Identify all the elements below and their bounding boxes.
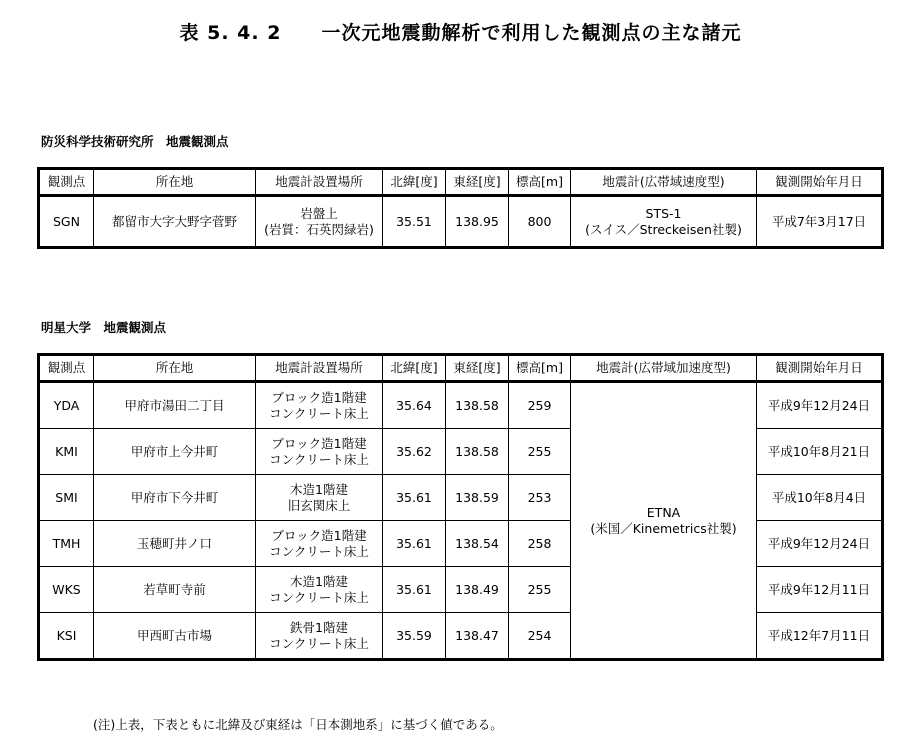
cell-location: 都留市大字大野字菅野 (94, 196, 256, 248)
cell-lat: 35.59 (383, 613, 446, 660)
cell-elev: 258 (509, 521, 571, 567)
section1-label: 防災科学技術研究所 地震観測点 (41, 134, 229, 149)
seismometer-line2: (米国／Kinemetrics社製) (590, 520, 737, 536)
header-station: 観測点 (39, 169, 94, 196)
header-site: 地震計設置場所 (256, 355, 383, 382)
section2-label: 明星大学 地震観測点 (41, 320, 167, 335)
table-row (39, 567, 883, 613)
cell-location: 玉穂町井ノ口 (94, 521, 256, 567)
cell-site (256, 613, 383, 660)
table-row (39, 521, 883, 567)
table-row (39, 475, 883, 521)
header-start: 観測開始年月日 (757, 169, 883, 196)
cell-elev: 800 (509, 196, 571, 248)
cell-station: TMH (39, 521, 94, 567)
cell-lon: 138.59 (446, 475, 509, 521)
cell-station: KMI (39, 429, 94, 475)
cell-start: 平成10年8月21日 (757, 429, 883, 475)
site-line1: ブロック造1階建 (271, 527, 367, 543)
cell-site (256, 196, 383, 248)
cell-seismometer (571, 196, 757, 248)
cell-lat: 35.64 (383, 382, 446, 429)
header-site: 地震計設置場所 (256, 169, 383, 196)
cell-start: 平成9年12月11日 (757, 567, 883, 613)
header-seismometer: 地震計(広帯域速度型) (571, 169, 757, 196)
site-line2: (岩質：石英閃緑岩) (264, 221, 374, 237)
cell-location: 甲西町古市場 (94, 613, 256, 660)
cell-lon: 138.49 (446, 567, 509, 613)
seismometer-line1: STS-1 (645, 205, 682, 221)
cell-station: WKS (39, 567, 94, 613)
cell-location: 若草町寺前 (94, 567, 256, 613)
header-lon: 東経[度] (446, 355, 509, 382)
table-row (39, 382, 883, 429)
seismometer-line1: ETNA (646, 504, 681, 520)
cell-lon: 138.47 (446, 613, 509, 660)
header-location: 所在地 (94, 355, 256, 382)
cell-lat: 35.61 (383, 475, 446, 521)
site-line1: 鉄骨1階建 (290, 619, 348, 635)
cell-station: YDA (39, 382, 94, 429)
footnote: (注)上表，下表ともに北緯及び東経は「日本測地系」に基づく値である。 (93, 717, 503, 732)
table-title-text: 一次元地震動解析で利用した観測点の主な諸元 (321, 22, 742, 44)
header-start: 観測開始年月日 (757, 355, 883, 382)
table-header-row (39, 355, 883, 382)
cell-seismometer (571, 382, 757, 660)
header-lat: 北緯[度] (383, 355, 446, 382)
cell-lat: 35.62 (383, 429, 446, 475)
cell-station: SMI (39, 475, 94, 521)
site-line2: コンクリート床上 (269, 405, 369, 421)
table-row (39, 613, 883, 660)
cell-lon: 138.54 (446, 521, 509, 567)
cell-station: KSI (39, 613, 94, 660)
header-lat: 北緯[度] (383, 169, 446, 196)
cell-location: 甲府市湯田二丁目 (94, 382, 256, 429)
cell-start: 平成12年7月11日 (757, 613, 883, 660)
site-line2: コンクリート床上 (269, 589, 369, 605)
table-number: 表 5. 4. 2 (179, 22, 282, 44)
site-line1: ブロック造1階建 (271, 389, 367, 405)
site-line1: 岩盤上 (300, 205, 338, 221)
table-header-row (39, 169, 883, 196)
cell-lon: 138.58 (446, 429, 509, 475)
cell-elev: 255 (509, 429, 571, 475)
site-line2: コンクリート床上 (269, 543, 369, 559)
meisei-station-table (37, 353, 884, 661)
cell-elev: 259 (509, 382, 571, 429)
cell-lon: 138.58 (446, 382, 509, 429)
cell-station: SGN (39, 196, 94, 248)
cell-site (256, 429, 383, 475)
cell-start: 平成7年3月17日 (757, 196, 883, 248)
header-elev: 標高[m] (509, 169, 571, 196)
table-row (39, 429, 883, 475)
cell-site (256, 382, 383, 429)
header-station: 観測点 (39, 355, 94, 382)
nied-station-table (37, 167, 884, 249)
cell-elev: 253 (509, 475, 571, 521)
site-line2: コンクリート床上 (269, 451, 369, 467)
site-line2: 旧玄関床上 (287, 497, 351, 513)
cell-lat: 35.51 (383, 196, 446, 248)
page-title (0, 18, 921, 45)
cell-lon: 138.95 (446, 196, 509, 248)
cell-location: 甲府市下今井町 (94, 475, 256, 521)
site-line1: ブロック造1階建 (271, 435, 367, 451)
header-seismometer: 地震計(広帯域加速度型) (571, 355, 757, 382)
cell-lat: 35.61 (383, 567, 446, 613)
site-line1: 木造1階建 (290, 481, 348, 497)
cell-start: 平成9年12月24日 (757, 382, 883, 429)
cell-start: 平成10年8月4日 (757, 475, 883, 521)
cell-site (256, 567, 383, 613)
cell-location: 甲府市上今井町 (94, 429, 256, 475)
seismometer-line2: (スイス／Streckeisen社製) (585, 221, 742, 237)
header-elev: 標高[m] (509, 355, 571, 382)
cell-elev: 255 (509, 567, 571, 613)
cell-start: 平成9年12月24日 (757, 521, 883, 567)
cell-site (256, 475, 383, 521)
header-lon: 東経[度] (446, 169, 509, 196)
site-line1: 木造1階建 (290, 573, 348, 589)
cell-lat: 35.61 (383, 521, 446, 567)
cell-site (256, 521, 383, 567)
header-location: 所在地 (94, 169, 256, 196)
table-row (39, 196, 883, 248)
cell-elev: 254 (509, 613, 571, 660)
site-line2: コンクリート床上 (269, 635, 369, 651)
